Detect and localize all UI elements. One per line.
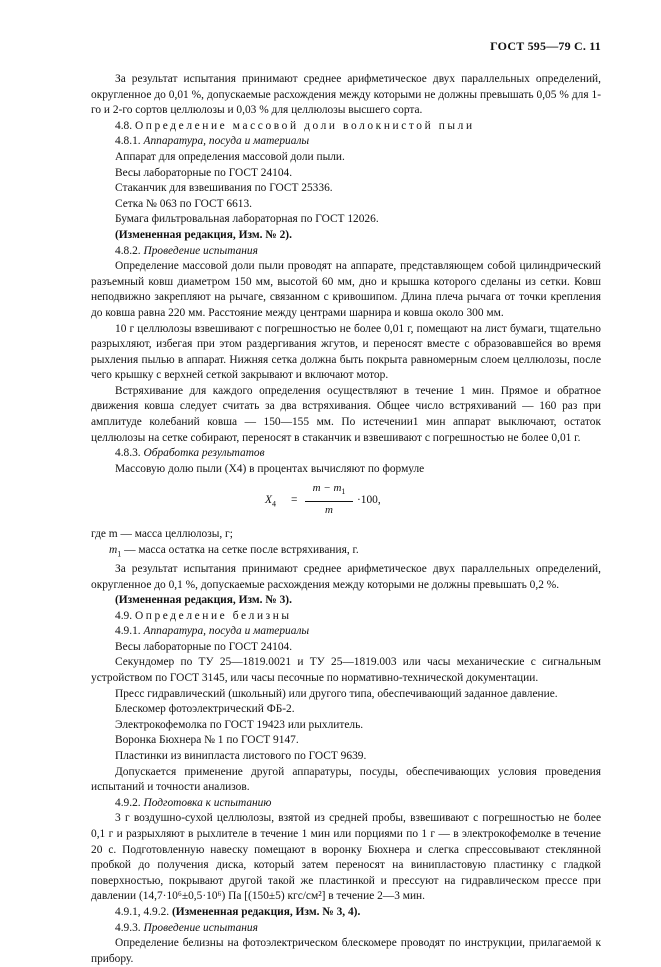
equipment-item: Весы лабораторные по ГОСТ 24104. [115,166,293,179]
subsection-4-8-3-heading [91,446,601,462]
formula-equals: = [291,494,298,507]
paragraph-result-4-8: За результат испытания принимают среднее арифметическое двух параллельных определений, округленное до 0,1 %, допускаемые расхождения между которыми не должны превышать 0,2 %. [91,562,601,591]
section-4-8-heading [91,119,601,135]
paragraph-formula-intro: Массовую долю пыли (X4) в процентах вычисляют по формуле [115,462,425,475]
formula-rhs: ·100, [357,494,381,507]
section-title: Аппаратура, посуда и материалы [143,625,310,638]
equipment-item: Блескомер фотоэлектрический ФБ-2. [115,703,295,716]
revision-note: (Измененная редакция, Изм. № 2). [115,228,292,241]
section-title: Определение белизны [134,609,292,622]
equipment-item: Секундомер по ТУ 25—1819.0021 и ТУ 25—1819.003 или часы механические с сигнальным устройством по ГОСТ 3145, или часы песочные по нормативно-технической документации. [91,656,601,685]
definition-text: — масса остатка на сетке после встряхивания, г. [121,544,359,557]
subsection-4-9-1-heading [91,624,601,640]
revision-text: (Измененная редакция, Изм. № 3, 4). [171,905,361,918]
section-number: 4.9.2. [115,796,141,809]
formula-lhs-symbol: X [265,494,272,507]
fraction-bar [305,501,353,502]
definition-symbol-letter: m [109,544,118,557]
equipment-item: Пластинки из винипласта листового по ГОСТ 9639. [115,750,367,763]
section-number: 4.9. [115,609,133,622]
section-title: Определение массовой доли волокнистой пыли [134,119,475,132]
section-number: 4.8.1. [115,135,141,148]
formula-numerator-text: m − m [312,482,342,495]
equipment-item: Сетка № 063 по ГОСТ 6613. [115,197,253,210]
formula-fraction [305,481,353,516]
section-number: 4.8. [115,119,133,132]
dust-formula [91,479,601,523]
paragraph-sample-prep: 10 г целлюлозы взвешивают с погрешностью не более 0,01 г, помещают на лист бумаги, тщательно разрыхляют, избегая при этом раздергивания жгутов, и переносят вместе с образовавшейся во время рыхления пылью в аппарат. Нижняя сетка должна быть покрыта равномерным слоем целлюлозы, после чего крышку с верхней сеткой закрывают и включают мотор. [91,322,601,382]
revision-note-4-9 [91,905,601,921]
section-number: 4.9.1. [115,625,141,638]
revision-sections: 4.9.1, 4.9.2. [115,905,170,918]
section-title: Проведение испытания [143,921,258,934]
equipment-item: Бумага фильтровальная лабораторная по ГОСТ 12026. [115,213,379,226]
definition-symbol [109,544,122,559]
paragraph-whiteness-test: Определение белизны на фотоэлектрическом блескомере проводят по инструкции, прилагаемой к прибору. [91,937,601,965]
paragraph-alternative-equipment: Допускается применение другой аппаратуры, посуды, обеспечивающих условия проведения испытаний и точности анализов. [91,765,601,794]
paragraph-text: За результат испытания принимают среднее арифметическое двух параллельных определений, округленное до 0,01 %, допускаемые расхождения между которыми не должны превышать 0,05 % для 1-го и 2-го сортов целлюлозы и 0,03 % для целлюлозы высшего сорта. [91,73,601,117]
subsection-4-9-2-heading [91,796,601,812]
equipment-item: Пресс гидравлический (школьный) или другого типа, обеспечивающий заданное давление. [115,687,558,700]
definition-symbol-subscript: 1 [117,549,122,559]
equipment-item: Стаканчик для взвешивания по ГОСТ 25336. [115,182,333,195]
formula-lhs-subscript: 4 [271,499,276,509]
definition-m1 [109,543,601,562]
paragraph-apparatus: Определение массовой доли пыли проводят на аппарате, представляющем собой цилиндрический разъемный ковш диаметром 150 мм, высотой 60 мм, дно и крышка которого сделаны из сетки. Ковш неподвижно закрепляют на рычаге, связанном с кривошипом. Длина плеча рычага от точки крепления до ковша равна 220 мм. Расстояние между центрами шарнира и ковша около 300 мм. [91,260,601,319]
section-title: Обработка результатов [143,447,265,460]
section-number: 4.9.3. [115,921,141,934]
paragraph-shaking: Встряхивание для каждого определения осуществляют в течение 1 мин. Прямое и обратное движения ковша следует считать за два встряхивания. Общее число встряхиваний — 160 раз при амплитуде колебаний ковша — 150—155 мм. По истечении1 мин аппарат выключают, остаток целлюлозы на сетке собирают, переносят в стаканчик и взвешивают с погрешностью не более 0,01 г. [91,384,601,444]
paragraph-preparation: 3 г воздушно-сухой целлюлозы, взятой из средней пробы, взвешивают с погрешностью не более 0,1 г и разрыхляют в рыхлителе в течение 1 мин или порциями по 1 г — в электрокофемолке в течение 20 с. Подготовленную навеску помещают в воронку Бюхнера и слегка спрессовывают стеклянной пробкой до получения диска, который затем переносят на винипластовую пластинку с гладкой поверхностью, покрывают другой такой же пластинкой и прессуют на гидравлическом прессе при давлении (14,7·10⁶±0,5·10⁶) Па [(150±5) кгс/см²] в течение 2—3 мин. [91,812,601,903]
section-4-9-heading [91,609,601,625]
equipment-item: Аппарат для определения массовой доли пыли. [115,150,345,163]
definition-m: где m — масса целлюлозы, г; [91,528,233,541]
equipment-item: Воронка Бюхнера № 1 по ГОСТ 9147. [115,734,299,747]
equipment-item: Весы лабораторные по ГОСТ 24104. [115,640,293,653]
formula-numerator [305,481,353,499]
subsection-4-8-2-heading [91,244,601,260]
subsection-4-8-1-heading [91,134,601,150]
revision-note: (Измененная редакция, Изм. № 3). [115,594,292,607]
section-title: Проведение испытания [143,244,258,257]
formula-lhs [265,493,276,512]
paragraph-result-4-7 [91,72,601,119]
section-number: 4.8.2. [115,244,141,257]
section-title: Подготовка к испытанию [143,796,272,809]
subsection-4-9-3-heading [91,921,601,937]
section-title: Аппаратура, посуда и материалы [143,135,310,148]
equipment-item: Электрокофемолка по ГОСТ 19423 или рыхлитель. [115,718,364,731]
formula-denominator: m [325,503,333,516]
formula-numerator-subscript: 1 [341,487,346,497]
formula-definitions [91,527,601,561]
page-header: ГОСТ 595—79 С. 11 [490,39,601,53]
section-number: 4.8.3. [115,447,141,460]
